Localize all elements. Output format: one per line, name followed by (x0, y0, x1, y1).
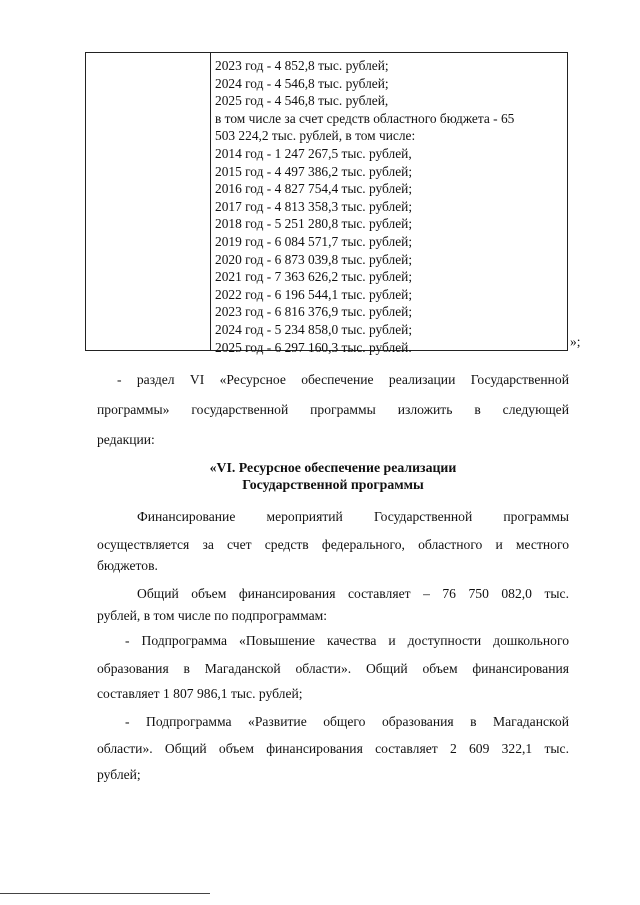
table-line: 2018 год - 5 251 280,8 тыс. рублей; (215, 216, 413, 232)
table-line: 2023 год - 4 852,8 тыс. рублей; (215, 58, 389, 73)
table-line: 2025 год - 6 297 160,3 тыс. рублей. (215, 339, 412, 355)
table-line: 2022 год - 6 196 544,1 тыс. рублей; (215, 286, 413, 302)
para2-line-2: рублей, в том числе по подпрограммам: (97, 608, 328, 623)
table-left-cell (86, 53, 211, 350)
closing-quote-mark: »; (570, 334, 581, 349)
table-line: 2024 год - 5 234 858,0 тыс. рублей; (215, 321, 413, 337)
table-line: 2020 год - 6 873 039,8 тыс. рублей; (215, 251, 413, 267)
table-line: 2021 год - 7 363 626,2 тыс. рублей; (215, 269, 413, 285)
funding-table (85, 52, 568, 355)
para3-line-1: - Подпрограмма «Повышение качества и доступности дошкольного (125, 633, 569, 648)
table-line: 2015 год - 4 497 386,2 тыс. рублей; (215, 163, 413, 179)
table-line: 2025 год - 4 546,8 тыс. рублей, (215, 93, 389, 109)
table-right-cell (215, 57, 561, 356)
intro-line-3: редакции: (97, 432, 155, 447)
section-heading-line-1: «VI. Ресурсное обеспечение реализации (209, 460, 457, 475)
section-heading-line-2: Государственной программы (242, 477, 424, 492)
intro-line-1: - раздел VI «Ресурсное обеспечение реализации Государственной (117, 372, 569, 387)
table-line: 2023 год - 6 816 376,9 тыс. рублей; (215, 304, 413, 320)
para2-line-1: Общий объем финансирования составляет – 76 750 082,0 тыс. (137, 586, 569, 601)
intro-line-2: программы» государственной программы изложить в следующей (97, 402, 569, 417)
para4-line-3: рублей; (97, 767, 141, 782)
para3-line-2: образования в Магаданской области». Общий объем финансирования (97, 661, 569, 676)
para4-line-2: области». Общий объем финансирования составляет 2 609 322,1 тыс. (97, 741, 569, 756)
table-line: в том числе за счет средств областного бюджета - 65 (215, 110, 515, 126)
table-line: 2014 год - 1 247 267,5 тыс. рублей, (215, 145, 412, 161)
table-line: 2016 год - 4 827 754,4 тыс. рублей; (215, 181, 413, 197)
section-heading (97, 459, 569, 493)
para3-line-3: составляет 1 807 986,1 тыс. рублей; (97, 686, 303, 701)
footnote-separator (0, 893, 210, 894)
para1-line-2: осуществляется за счет средств федерального, областного и местного (97, 537, 569, 552)
table-line: 2019 год - 6 084 571,7 тыс. рублей; (215, 233, 413, 249)
table-line: 2017 год - 4 813 358,3 тыс. рублей; (215, 198, 413, 214)
para1-line-3: бюджетов. (97, 558, 158, 573)
para1-line-1: Финансирование мероприятий Государственной программы (137, 509, 569, 524)
para4-line-1: - Подпрограмма «Развитие общего образования в Магаданской (125, 714, 569, 729)
table-line: 503 224,2 тыс. рублей, в том числе: (215, 128, 416, 144)
table-line: 2024 год - 4 546,8 тыс. рублей; (215, 75, 389, 91)
